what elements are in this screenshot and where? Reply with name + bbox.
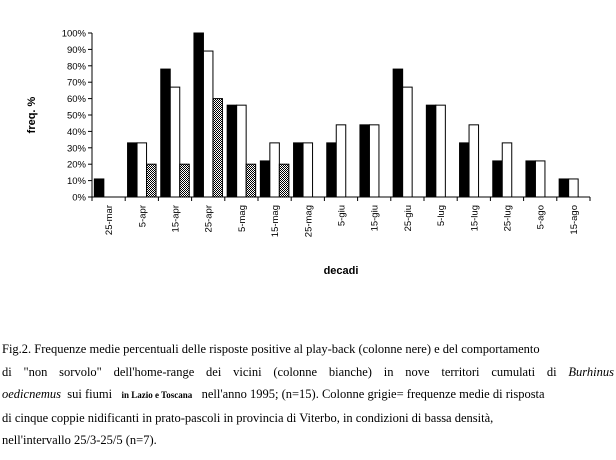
x-tick-label: 25-giu [402,205,414,232]
caption-rivers: sui fiumi [67,387,113,401]
caption-species: oedicnemus [2,387,62,401]
bar-black [94,179,104,197]
y-tick-label: 10% [66,176,86,188]
caption-line-2 [2,361,614,384]
x-tick-label: 5-ago [535,205,547,230]
y-tick-label: 50% [66,110,86,122]
caption-line-4: di cinque coppie nidificanti in prato-pascoli in provincia di Viterbo, in condizioni di bassa densità, [2,410,494,425]
caption-line-2-text: di "non sorvolo" dell'home-range dei vicini (colonne bianche) in nove territori cumulati di [2,364,557,379]
y-tick-label: 90% [66,44,86,56]
caption-region: in Lazio e Toscana [121,390,193,400]
x-tick-label: 25-lug [502,205,514,232]
bar-black [493,161,503,197]
caption-line-3 [2,383,614,407]
bar-white [237,105,247,197]
bar-grey [180,164,190,197]
y-tick-label: 80% [66,61,86,73]
y-tick-label: 0% [72,192,86,204]
x-tick-label: 5-apr [137,205,149,228]
bar-black [526,161,536,197]
x-tick-label: 15-lug [469,205,481,232]
y-tick-label: 30% [66,143,86,155]
y-tick-label: 40% [66,126,86,138]
bar-white [369,125,379,197]
bar-white [569,179,579,197]
bar-white [469,125,479,197]
bar-white [270,143,280,197]
bar-white [535,161,545,197]
x-tick-label: 25-apr [203,205,215,233]
bar-black [460,143,470,197]
x-tick-label: 15-ago [568,205,580,235]
y-axis-title: freq. % [26,96,38,134]
bar-black [227,105,237,197]
bar-black [426,105,436,197]
bar-white [170,87,180,197]
y-tick-label: 60% [66,94,86,106]
bar-black [161,69,171,197]
bar-white [436,105,446,197]
x-tick-label: 15-apr [170,205,182,233]
bar-black [128,143,138,197]
bar-black [294,143,304,197]
bar-black [260,161,270,197]
bar-grey [213,99,223,197]
bar-white [137,143,147,197]
figure-caption [2,338,614,452]
x-tick-label: 5-mag [236,205,248,232]
x-tick-label: 15-giu [369,205,381,232]
x-tick-label: 25-mag [303,205,315,238]
x-tick-label: 15-mag [270,205,282,238]
bar-black [194,33,204,197]
y-tick-label: 100% [61,28,86,40]
bar-white [303,143,313,197]
bar-black [327,143,337,197]
y-tick-label: 70% [66,77,86,89]
caption-line-1: Fig.2. Frequenze medie percentuali delle risposte positive al play-back (colonne nere) e del comportamento [2,342,540,356]
bar-black [559,179,569,197]
bar-white [502,143,512,197]
x-tick-label: 5-lug [436,205,448,227]
bar-grey [246,164,256,197]
bar-white [203,51,213,197]
caption-line-5: nell'intervallo 25/3-25/5 (n=7). [2,433,157,447]
bar-white [336,125,346,197]
bar-grey [279,164,289,197]
caption-genus: Burhinus [568,364,614,379]
bar-black [393,69,403,197]
bar-white [403,87,413,197]
bar-grey [147,164,157,197]
bar-black [360,125,370,197]
x-tick-label: 25-mar [104,205,116,236]
x-axis-title: decadi [323,265,359,277]
x-tick-label: 5-giu [336,205,348,227]
caption-line-3-text: nell'anno 1995; (n=15). Colonne grigie= frequenze medie di risposta [201,387,545,401]
y-tick-label: 20% [66,159,86,171]
